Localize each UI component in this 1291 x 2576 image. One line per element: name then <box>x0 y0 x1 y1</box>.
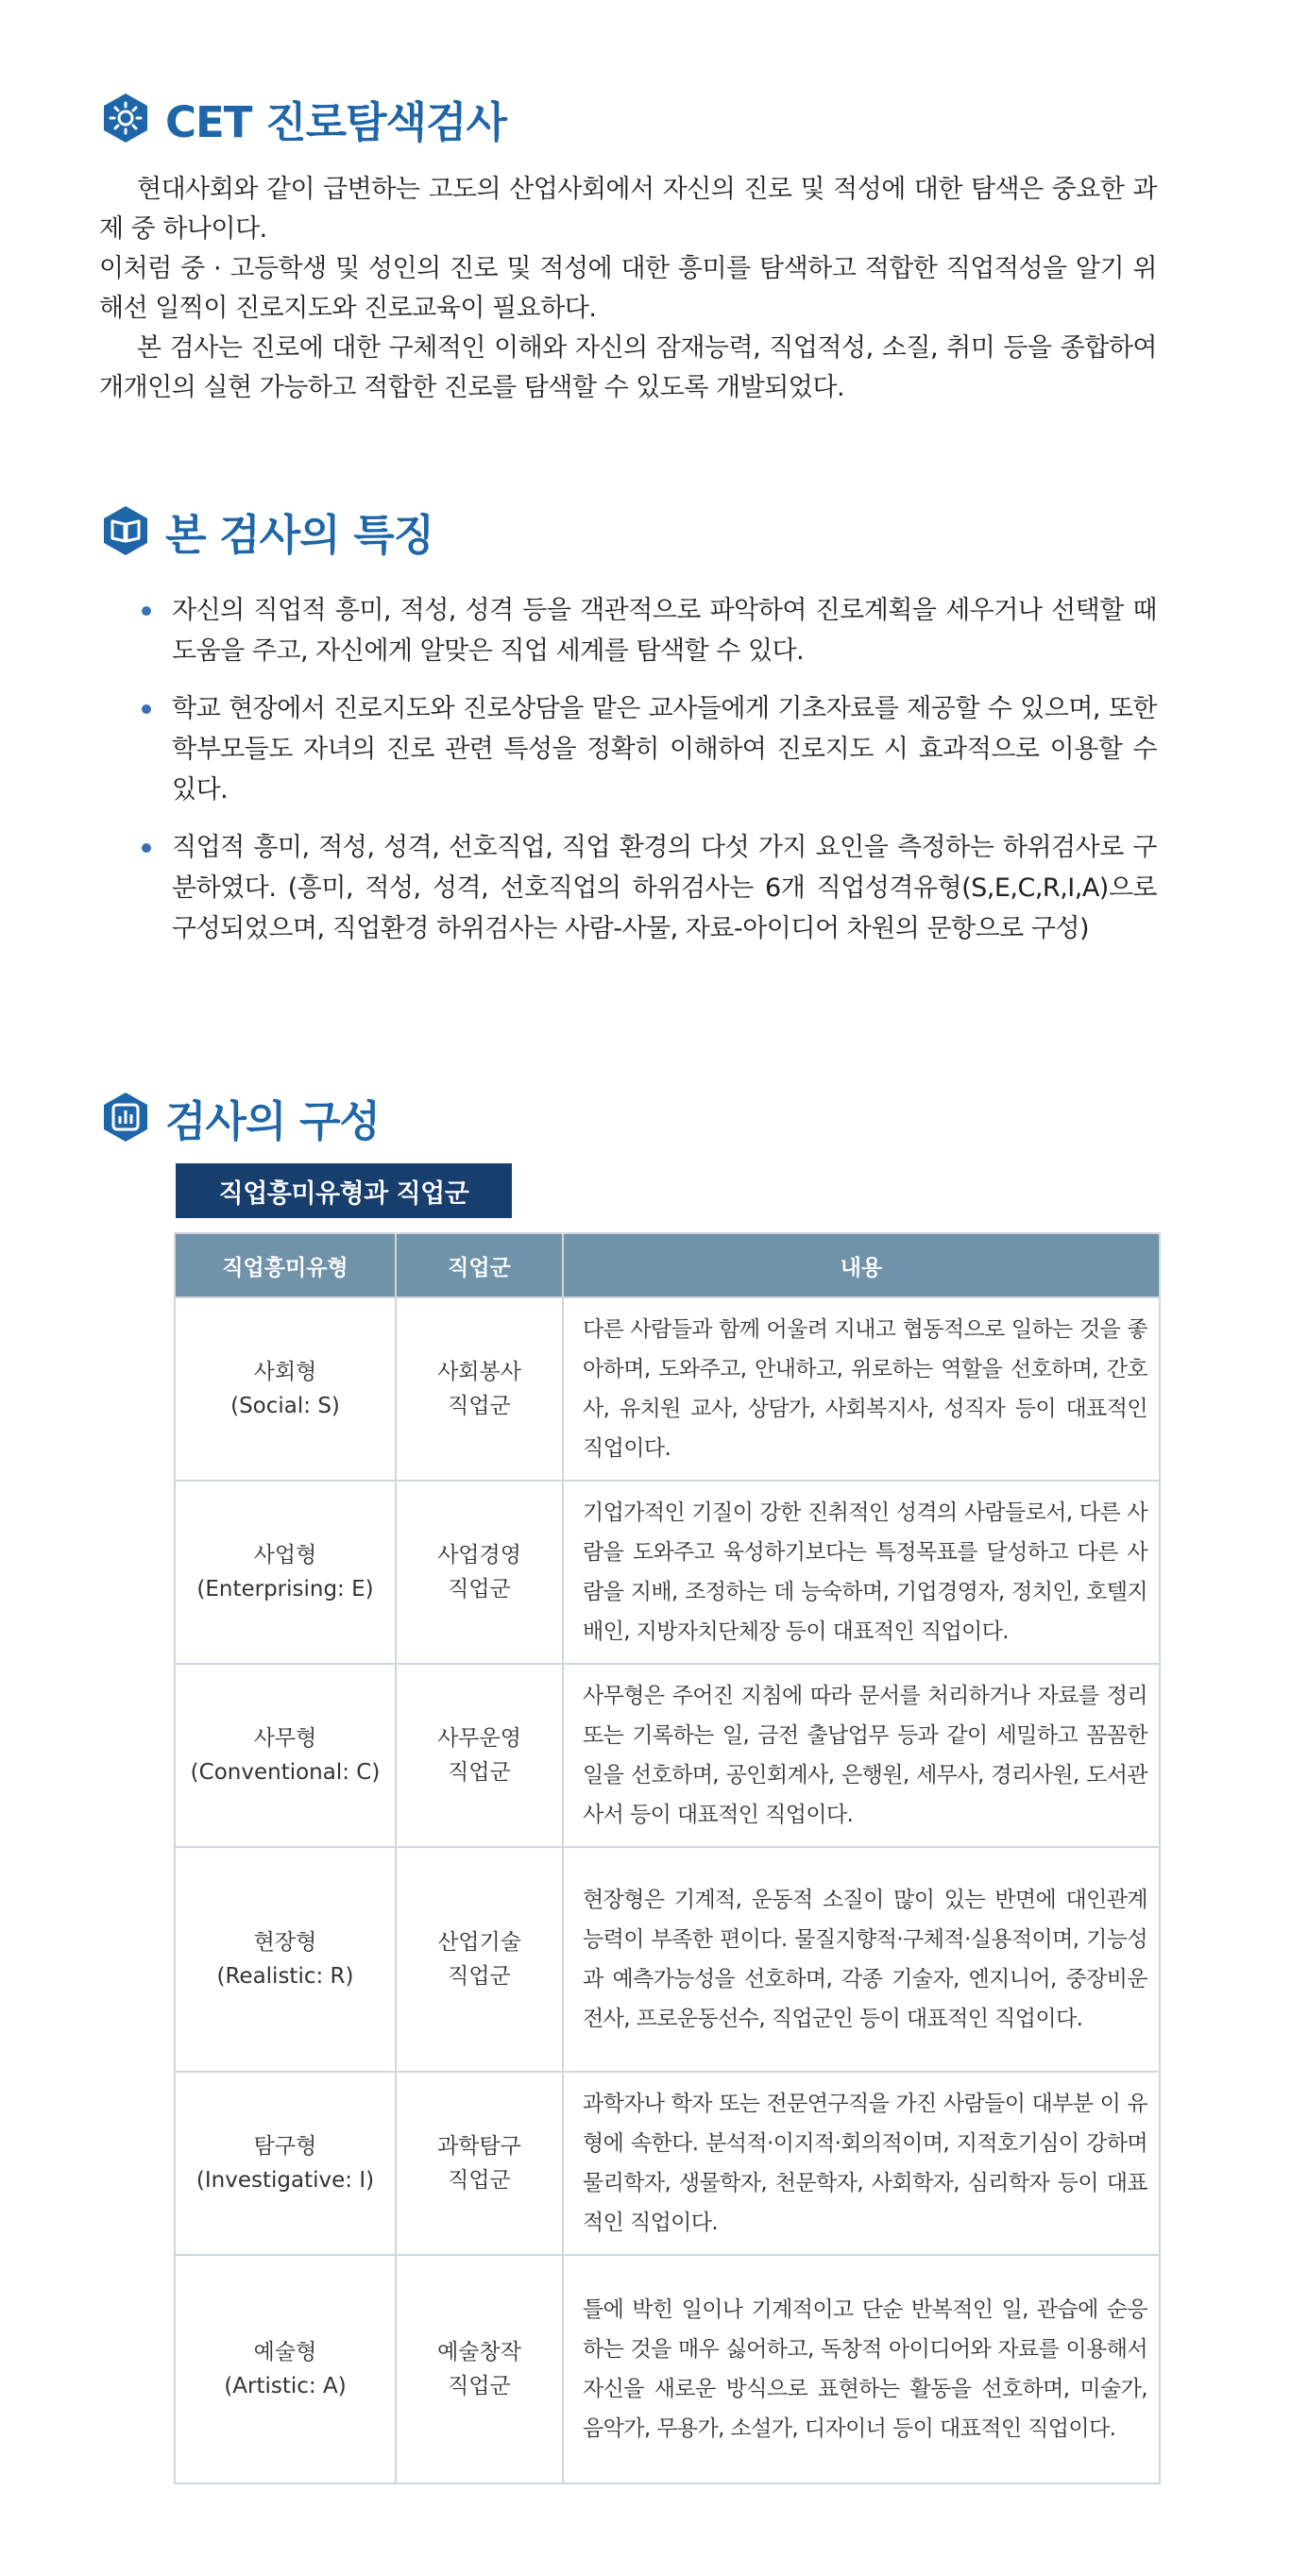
type-cell <box>175 1847 396 2072</box>
section-title: 본 검사의 특징 <box>165 509 434 560</box>
type-english: (Artistic: A) <box>224 2374 347 2398</box>
type-english: (Realistic: R) <box>216 1964 354 1989</box>
group-cell <box>396 2072 563 2255</box>
type-cell <box>175 2072 396 2255</box>
group-name: 사회봉사 <box>437 1360 521 1384</box>
bar-chart-icon <box>99 1091 152 1144</box>
type-name: 사무형 <box>253 1726 317 1751</box>
group-suffix: 직업군 <box>448 1577 511 1602</box>
group-suffix: 직업군 <box>448 1760 511 1785</box>
group-cell <box>396 1481 563 1664</box>
type-cell <box>175 1481 396 1664</box>
intro-paragraph: 본 검사는 진로에 대한 구체적인 이해와 자신의 잠재능력, 직업적성, 소질, 취미 등을 종합하여 개개인의 실현 가능하고 적합한 진로를 탐색할 수 있도록 개발되었다. <box>99 333 1157 402</box>
section-features-heading <box>99 498 1157 564</box>
description-cell: 과학자나 학자 또는 전문연구직을 가진 사람들이 대부분 이 유형에 속한다. 분석적·이지적·회의적이며, 지적호기심이 강하며 물리학자, 생물학자, 천문학자, 사회학자, 심리학자 등이 대표적인 직업이다. <box>563 2072 1160 2255</box>
job-type-table <box>174 1232 1161 2484</box>
type-cell <box>175 2255 396 2483</box>
type-english: (Investigative: I) <box>195 2168 375 2193</box>
description-cell: 다른 사람들과 함께 어울려 지내고 협동적으로 일하는 것을 좋아하며, 도와주고, 안내하고, 위로하는 역할을 선호하며, 간호사, 유치원 교사, 상담가, 사회복지사, 성직자 등이 대표적인 직업이다. <box>563 1297 1160 1481</box>
type-name: 예술형 <box>253 2340 317 2364</box>
table-header-row <box>175 1233 1160 1297</box>
type-english: (Social: S) <box>230 1394 340 1418</box>
group-suffix: 직업군 <box>448 2374 511 2398</box>
table-row <box>175 1664 1160 1847</box>
group-suffix: 직업군 <box>448 2168 511 2193</box>
column-header: 직업군 <box>396 1233 563 1297</box>
book-icon <box>99 504 152 557</box>
list-item: 자신의 직업적 흥미, 적성, 성격 등을 객관적으로 파악하여 진로계획을 세우거나 선택할 때 도움을 주고, 자신에게 알맞은 직업 세계를 탐색할 수 있다. <box>142 590 1157 671</box>
description-cell: 기업가적인 기질이 강한 진취적인 성격의 사람들로서, 다른 사람을 도와주고 육성하기보다는 특정목표를 달성하고 다른 사람을 지배, 조정하는 데 능숙하며, 기업경영자, 정치인, 호텔지배인, 지방자치단체장 등이 대표적인 직업이다. <box>563 1481 1160 1664</box>
list-item: 직업적 흥미, 적성, 성격, 선호직업, 직업 환경의 다섯 가지 요인을 측정하는 하위검사로 구분하였다. (흥미, 적성, 성격, 선호직업의 하위검사는 6개 직업성격유형(S,E,C,R,I,A)으로 구성되었으며, 직업환경 하위검사는 사람-사물, 자료-아이디어 차원의 문항으로 구성) <box>142 827 1157 949</box>
description-cell: 사무형은 주어진 지침에 따라 문서를 처리하거나 자료를 정리 또는 기록하는 일, 금전 출납업무 등과 같이 세밀하고 꼼꼼한 일을 선호하며, 공인회계사, 은행원, 세무사, 경리사원, 도서관 사서 등이 대표적인 직업이다. <box>563 1664 1160 1847</box>
table-row <box>175 1847 1160 2072</box>
table-tag: 직업흥미유형과 직업군 <box>176 1163 512 1218</box>
section-cet-heading <box>99 85 1157 151</box>
type-cell <box>175 1664 396 1847</box>
group-name: 사업경영 <box>437 1543 521 1568</box>
intro-paragraph: 이처럼 중 · 고등학생 및 성인의 진로 및 적성에 대한 흥미를 탐색하고 적합한 직업적성을 알기 위해선 일찍이 진로지도와 진로교육이 필요하다. <box>99 254 1157 323</box>
group-name: 산업기술 <box>437 1930 521 1955</box>
table-row <box>175 2072 1160 2255</box>
group-name: 사무운영 <box>437 1726 521 1751</box>
section-composition <box>99 1084 1157 1150</box>
type-name: 사업형 <box>253 1543 317 1568</box>
table-row <box>175 1297 1160 1481</box>
column-header: 내용 <box>563 1233 1160 1297</box>
group-suffix: 직업군 <box>448 1964 511 1989</box>
list-item: 학교 현장에서 진로지도와 진로상담을 맡은 교사들에게 기초자료를 제공할 수 있으며, 또한 학부모들도 자녀의 진로 관련 특성을 정확히 이해하여 진로지도 시 효과적으로 이용할 수 있다. <box>142 688 1157 810</box>
group-cell <box>396 2255 563 2483</box>
type-english: (Enterprising: E) <box>196 1577 374 1602</box>
section-title: CET 진로탐색검사 <box>165 96 506 147</box>
table-row <box>175 2255 1160 2483</box>
group-cell <box>396 1847 563 2072</box>
feature-list <box>99 590 1157 949</box>
table-row <box>175 1481 1160 1664</box>
type-name: 사회형 <box>253 1360 317 1384</box>
description-cell: 틀에 박힌 일이나 기계적이고 단순 반복적인 일, 관습에 순응하는 것을 매우 싫어하고, 독창적 아이디어와 자료를 이용해서 자신을 새로운 방식으로 표현하는 활동을 선호하며, 미술가, 음악가, 무용가, 소설가, 디자이너 등이 대표적인 직업이다. <box>563 2255 1160 2483</box>
group-cell <box>396 1297 563 1481</box>
group-suffix: 직업군 <box>448 1394 511 1418</box>
section-title: 검사의 구성 <box>165 1095 381 1146</box>
type-cell <box>175 1297 396 1481</box>
type-name: 탐구형 <box>253 2134 317 2159</box>
section-composition-heading <box>99 1084 1157 1150</box>
group-cell <box>396 1664 563 1847</box>
intro-text <box>99 170 1157 408</box>
sun-icon <box>99 92 152 144</box>
intro-paragraph: 현대사회와 같이 급변하는 고도의 산업사회에서 자신의 진로 및 적성에 대한 탐색은 중요한 과제 중 하나이다. <box>99 175 1157 244</box>
section-features <box>99 498 1157 966</box>
group-name: 과학탐구 <box>437 2134 521 2159</box>
type-english: (Conventional: C) <box>190 1760 381 1785</box>
group-name: 예술창작 <box>437 2340 521 2364</box>
column-header: 직업흥미유형 <box>175 1233 396 1297</box>
type-name: 현장형 <box>253 1930 317 1955</box>
description-cell: 현장형은 기계적, 운동적 소질이 많이 있는 반면에 대인관계 능력이 부족한 편이다. 물질지향적·구체적·실용적이며, 기능성과 예측가능성을 선호하며, 각종 기술자, 엔지니어, 중장비운전사, 프로운동선수, 직업군인 등이 대표적인 직업이다. <box>563 1847 1160 2072</box>
section-cet <box>99 85 1157 408</box>
